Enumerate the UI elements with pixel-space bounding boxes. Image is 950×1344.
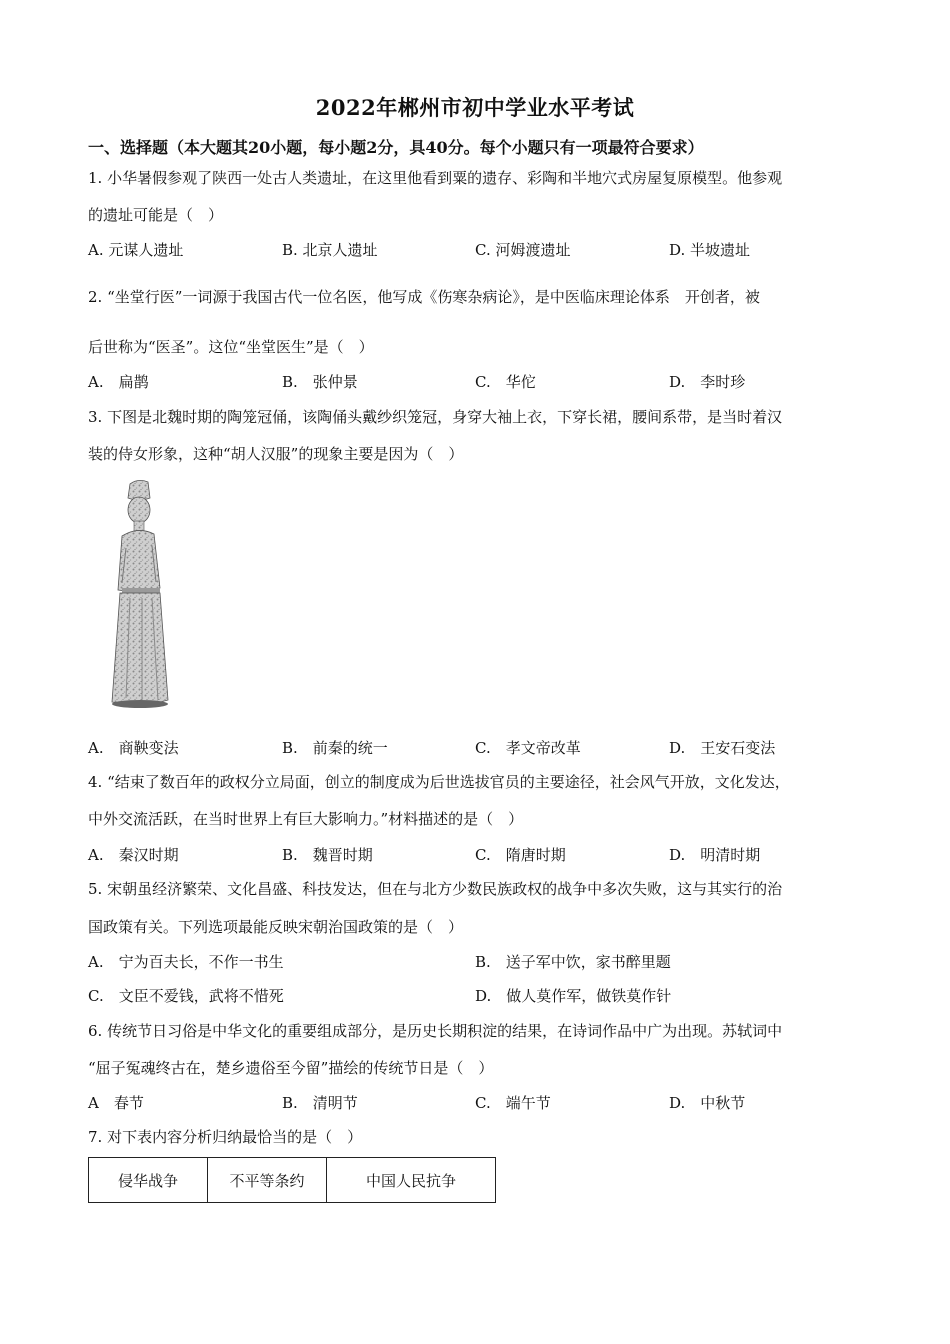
pottery-figurine-image (108, 478, 176, 710)
table-header-cell: 中国人民抗争 (327, 1158, 496, 1203)
q5-option-a: A. 宁为百夫长，不作一书生 (88, 953, 284, 971)
q5-option-c: C. 文臣不爱钱，武将不惜死 (88, 987, 284, 1005)
q2-option-b: B. 张仲景 (282, 373, 358, 391)
q6-line-1: 6. 传统节日习俗是中华文化的重要组成部分，是历史长期积淀的结果，在诗词作品中广为出现。苏轼词中 (88, 1022, 783, 1040)
q4-line-1: 4. “结束了数百年的政权分立局面，创立的制度成为后世选拔官员的主要途径，社会风气开放，文化发达， (88, 773, 790, 791)
q5-option-d: D. 做人莫作军，做铁莫作针 (475, 987, 672, 1005)
q1-line-1: 1. 小华暑假参观了陕西一处古人类遗址，在这里他看到粟的遗存、彩陶和半地穴式房屋复原模型。他参观 (88, 169, 783, 187)
q2-option-a: A. 扁鹊 (88, 373, 149, 391)
q1-option-d: D. 半坡遗址 (669, 241, 751, 259)
q5-line-2: 国政策有关。下列选项最能反映宋朝治国政策的是（ ） (88, 918, 464, 936)
q6-option-d: D. 中秋节 (669, 1094, 746, 1112)
section-heading: 一、选择题（本大题其20小题，每小题2分，具40分。每个小题只有一项最符合要求） (88, 138, 704, 157)
q4-option-d: D. 明清时期 (669, 846, 761, 864)
q1-option-b: B. 北京人遗址 (282, 241, 378, 259)
q1-line-2: 的遗址可能是（ ） (88, 206, 224, 224)
q3-option-a: A. 商鞅变法 (88, 739, 179, 757)
q6-line-2: “屈子冤魂终古在，楚乡遗俗至今留”描绘的传统节日是（ ） (88, 1059, 494, 1077)
q4-option-a: A. 秦汉时期 (88, 846, 179, 864)
q4-option-b: B. 魏晋时期 (282, 846, 373, 864)
q5-line-1: 5. 宋朝虽经济繁荣、文化昌盛、科技发达，但在与北方少数民族政权的战争中多次失败，这与其实行的治 (88, 880, 783, 898)
q2-option-c: C. 华佗 (475, 373, 536, 391)
exam-title: 2022年郴州市初中学业水平考试 (315, 95, 635, 120)
table-header-cell: 不平等条约 (208, 1158, 327, 1203)
q3-line-2: 装的侍女形象，这种“胡人汉服”的现象主要是因为（ ） (88, 445, 464, 463)
q6-option-a: A 春节 (88, 1094, 144, 1112)
q1-option-a: A. 元谋人遗址 (88, 241, 184, 259)
q5-option-b: B. 送子军中饮，家书醉里题 (475, 953, 671, 971)
q2-line-1: 2. “坐堂行医”一词源于我国古代一位名医，他写成《伤寒杂病论》，是中医临床理论体系 开创者，被 (88, 288, 760, 306)
q2-option-d: D. 李时珍 (669, 373, 746, 391)
q6-option-b: B. 清明节 (282, 1094, 358, 1112)
q3-option-c: C. 孝文帝改革 (475, 739, 581, 757)
q2-line-2: 后世称为“医圣”。这位“坐堂医生”是（ ） (88, 338, 374, 356)
q3-option-b: B. 前秦的统一 (282, 739, 388, 757)
q1-option-c: C. 河姆渡遗址 (475, 241, 571, 259)
table-row (89, 1158, 496, 1203)
q7-table (88, 1157, 496, 1203)
table-header-cell: 侵华战争 (89, 1158, 208, 1203)
q3-line-1: 3. 下图是北魏时期的陶笼冠俑，该陶俑头戴纱织笼冠，身穿大袖上衣，下穿长裙，腰间系带，是当时着汉 (88, 408, 783, 426)
q7-line-1: 7. 对下表内容分析归纳最恰当的是（ ） (88, 1128, 363, 1146)
q3-option-d: D. 王安石变法 (669, 739, 776, 757)
q6-option-c: C. 端午节 (475, 1094, 551, 1112)
q4-option-c: C. 隋唐时期 (475, 846, 566, 864)
q4-line-2: 中外交流活跃，在当时世界上有巨大影响力。”材料描述的是（ ） (88, 810, 524, 828)
